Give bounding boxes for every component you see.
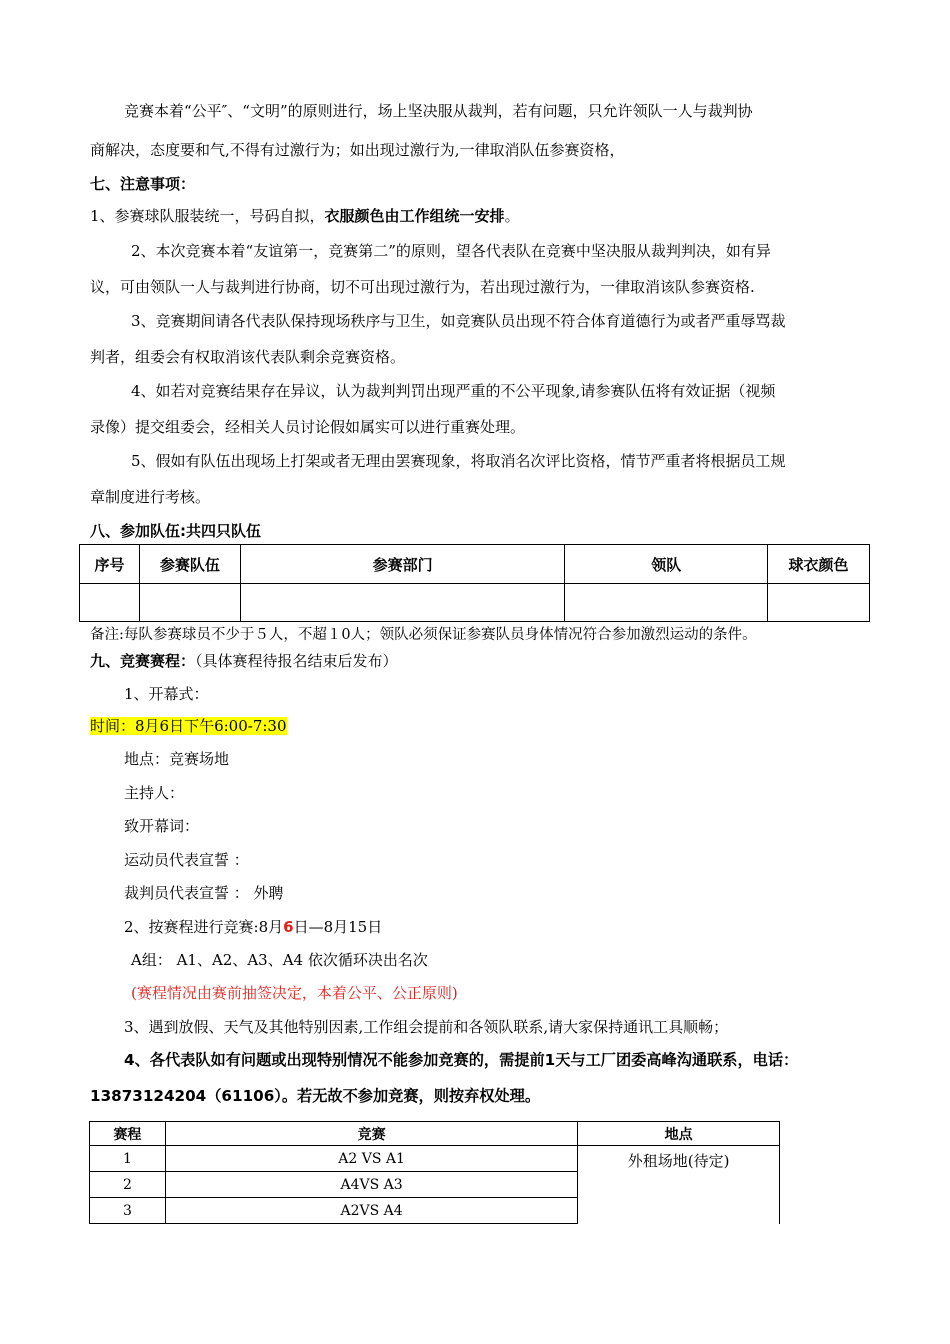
opening-place: 地点：竞赛场地 [124, 750, 230, 768]
note-3-line2: 判者，组委会有权取消该代表队剩余竞赛资格。 [90, 348, 406, 366]
group-a-line: A组： A1、A2、A3、A4 依次循环决出名次 [131, 951, 428, 969]
notice-3: 3、遇到放假、天气及其他特别因素,工作组会提前和各领队联系,请大家保持通讯工具顺畅； [124, 1018, 729, 1036]
schedule-header-round: 赛程 [90, 1122, 166, 1146]
schedule-dates-day: 6 [283, 918, 294, 936]
opening-time-text: 时间：8月6日下午6:00-7:30 [90, 717, 287, 735]
notice-4-line1: 4、各代表队如有问题或出现特别情况不能参加竞赛的，需提前1天与工厂团委高峰沟通联系，电话： [124, 1051, 799, 1069]
schedule-match: A2VS A4 [165, 1198, 577, 1224]
schedule-venue [578, 1146, 780, 1224]
team-note: 备注:每队参赛球员不少于５人，不超１0人；领队必须保证参赛队员身体情况符合参加激烈运动的条件。 [90, 627, 757, 643]
note-3-line1: 3、竞赛期间请各代表队保持现场秩序与卫生，如竞赛队员出现不符合体育道德行为或者严重辱骂裁 [131, 312, 786, 330]
table-row [90, 1146, 780, 1172]
schedule-match: A4VS A3 [165, 1172, 577, 1198]
schedule-dates-prefix: 2、按赛程进行竞赛:8月 [124, 918, 284, 936]
schedule-header-venue: 地点 [578, 1122, 780, 1146]
section-7-heading: 七、注意事项： [90, 175, 196, 193]
team-header-jersey: 球衣颜色 [768, 545, 870, 584]
team-cell [768, 584, 870, 622]
opening-time [90, 716, 287, 736]
schedule-round: 3 [90, 1198, 166, 1224]
draw-note: (赛程情况由赛前抽签决定，本着公平、公正原则) [131, 984, 458, 1002]
opening-host: 主持人： [124, 784, 185, 802]
team-header-department: 参赛部门 [240, 545, 565, 584]
note-1-end: 。 [504, 207, 520, 225]
section-9-heading [90, 651, 398, 671]
athlete-oath: 运动员代表宣誓 ： [124, 851, 249, 869]
note-5-line2: 章制度进行考核。 [90, 488, 211, 506]
note-4-line2: 录像）提交组委会，经相关人员讨论假如属实可以进行重赛处理。 [90, 418, 526, 436]
team-header-leader: 领队 [565, 545, 768, 584]
schedule-round: 2 [90, 1172, 166, 1198]
note-4-line1: 4、如若对竞赛结果存在异议，认为裁判判罚出现严重的不公平现象,请参赛队伍将有效证据（视频 [131, 382, 776, 400]
team-header-no: 序号 [80, 545, 140, 584]
schedule-match: A2 VS A1 [165, 1146, 577, 1172]
team-cell [139, 584, 240, 622]
team-cell [565, 584, 768, 622]
note-5-line1: 5、假如有队伍出现场上打架或者无理由罢赛现象，将取消名次评比资格，情节严重者将根据员工规 [131, 452, 786, 470]
team-cell [240, 584, 565, 622]
section-9-subtitle: （具体赛程待报名结束后发布） [195, 652, 398, 670]
venue-text: 外租场地(待定) [627, 1152, 730, 1170]
team-header-team: 参赛队伍 [139, 545, 240, 584]
note-1 [90, 206, 520, 226]
rule-paragraph-line2: 商解决，态度要和气,不得有过激行为；如出现过激行为,一律取消队伍参赛资格， [90, 141, 625, 159]
note-1-text: 1、参赛球队服装统一，号码自拟， [90, 207, 325, 225]
notice-4-line2: 13873124204（61106）。若无故不参加竞赛，则按弃权处理。 [90, 1087, 541, 1105]
schedule-round: 1 [90, 1146, 166, 1172]
note-2-line1: 2、本次竞赛本着“友谊第一，竞赛第二”的原则，望各代表队在竞赛中坚决服从裁判判决，如有异 [131, 242, 771, 260]
section-9-title: 九、竞赛赛程： [90, 652, 196, 670]
schedule-dates [124, 917, 382, 937]
section-8-heading: 八、参加队伍:共四只队伍 [90, 522, 261, 540]
schedule-dates-suffix: 日—8月15日 [293, 918, 383, 936]
team-cell [80, 584, 140, 622]
referee-oath: 裁判员代表宣誓 ： 外聘 [124, 884, 284, 902]
note-2-line2: 议，可由领队一人与裁判进行协商，切不可出现过激行为，若出现过激行为，一律取消该队参赛资格. [90, 278, 755, 296]
rule-paragraph-line1: 竞赛本着“公平″、“文明”的原则进行，场上坚决服从裁判，若有问题，只允许领队一人与裁判协 [124, 102, 753, 120]
table-row [80, 584, 870, 622]
schedule-table [89, 1121, 780, 1224]
opening-heading: 1、开幕式： [124, 685, 209, 703]
note-1-bold: 衣服颜色由工作组统一安排 [324, 207, 505, 225]
team-table [79, 544, 870, 622]
opening-speech: 致开幕词： [124, 817, 200, 835]
schedule-header-match: 竞赛 [165, 1122, 577, 1146]
